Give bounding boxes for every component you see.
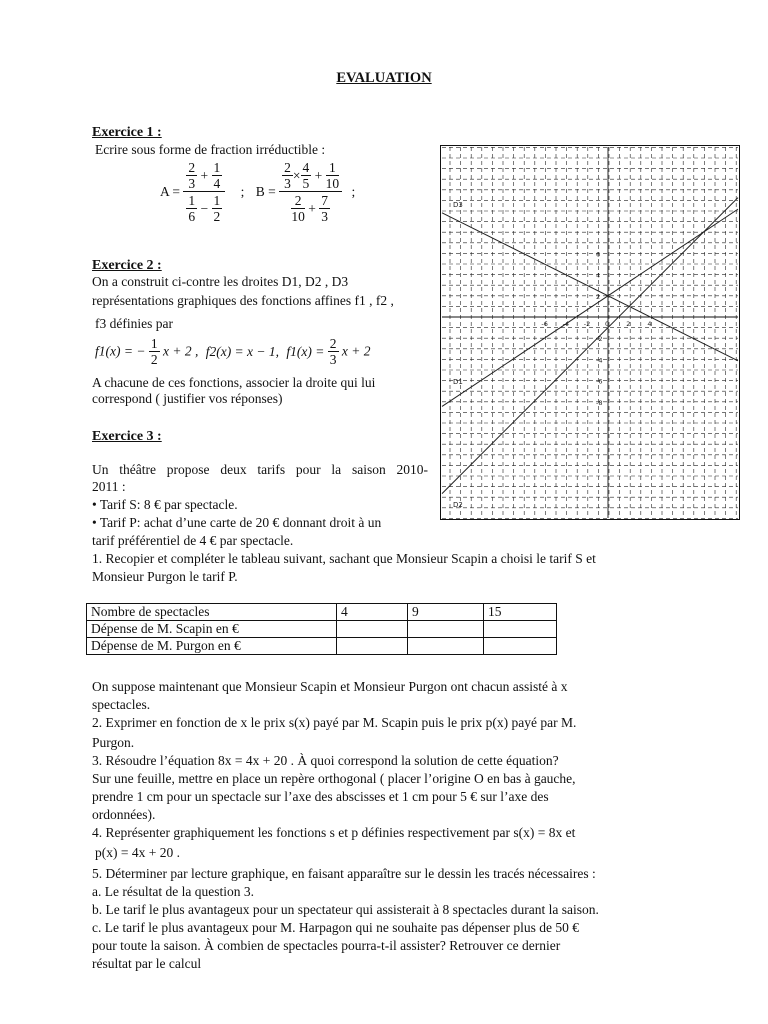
question-3-line-4: ordonnées). (92, 807, 156, 822)
table-cell: 15 (484, 604, 557, 621)
graph-frame (441, 146, 740, 520)
label-d2: D2 (453, 501, 463, 509)
question-1-line-1: 1. Recopier et compléter le tableau suivant, sachant que Monsieur Scapin a choisi le tarif S et (92, 551, 596, 566)
x-tick-label: -6 (541, 320, 548, 328)
exercise-2-heading: Exercice 2 : (92, 258, 162, 273)
exercise-1-heading: Exercice 1 : (92, 125, 162, 140)
x-tick-label: -2 (583, 320, 591, 328)
question-5b: b. Le tarif le plus avantageux pour un spectateur qui assisterait à 8 spectacles durant la saison. (92, 902, 599, 917)
x-tick-label: -4 (562, 320, 570, 328)
label-d3: D3 (453, 201, 463, 209)
table-row (87, 621, 557, 638)
y-tick-label: -4 (596, 356, 603, 365)
table-cell: Dépense de M. Purgon en € (87, 638, 337, 655)
exercise-2-line-2: représentations graphiques des fonctions affines f1 , f2 , (92, 293, 394, 308)
fraction-a: $\frac{2}{3}$ + $\frac{1}{4}$ $\frac{1}{6}$ − $\frac{1}{2}$ (183, 160, 225, 224)
table-cell (337, 638, 408, 655)
table-cell (408, 638, 484, 655)
function-definitions: f1(x) = − $\frac{1}{2}$ x + 2 , f2(x) = x − 1, f1(x) = $\frac{2}{3}$ x + 2 (95, 336, 371, 367)
price-table (86, 603, 557, 655)
question-3-line-1: 3. Résoudre l’équation 8x = 4x + 20 . À quoi correspond la solution de cette équation? (92, 753, 559, 768)
table-cell (484, 621, 557, 638)
tarif-p-line-2: tarif préférentiel de 4 € par spectacle. (92, 533, 294, 548)
x-tick-label: 4 (647, 320, 652, 328)
exercise-1-instruction: Ecrire sous forme de fraction irréductible : (95, 142, 326, 157)
table-cell (337, 621, 408, 638)
exercise-3-intro-1: Un théâtre propose deux tarifs pour la saison 2010- (92, 462, 428, 477)
table-cell: Dépense de M. Scapin en € (87, 621, 337, 638)
page-title: EVALUATION (336, 70, 432, 86)
label-b: B = (255, 184, 276, 199)
exercise-2-line-4: A chacune de ces fonctions, associer la droite qui lui (92, 375, 376, 390)
label-d1: D1 (453, 378, 463, 386)
table-row (87, 604, 557, 621)
question-5c-line-2: pour toute la saison. À combien de spectacles pourra-t-il assister? Retrouver ce dernier (92, 938, 561, 953)
table-cell: Nombre de spectacles (87, 604, 337, 621)
exercise-2-line-1: On a construit ci-contre les droites D1, D2 , D3 (92, 274, 349, 289)
table-row (87, 638, 557, 655)
table-cell: 4 (337, 604, 408, 621)
x-tick-label: 0 (605, 320, 610, 328)
y-tick-label: -2 (596, 335, 603, 344)
question-3-line-2: Sur une feuille, mettre en place un repère orthogonal ( placer l’origine O en bas à gauche, (92, 771, 576, 786)
exercise-2-line-5: correspond ( justifier vos réponses) (92, 391, 283, 406)
y-tick-label: -6 (596, 377, 603, 386)
x-tick-label: 2 (626, 320, 631, 328)
exercise-3-heading: Exercice 3 : (92, 429, 162, 444)
exercise-3-intro-2: 2011 : (92, 479, 126, 494)
question-5: 5. Déterminer par lecture graphique, en faisant apparaître sur le dessin les tracés nécessaires : (92, 866, 596, 881)
y-tick-label: 2 (596, 292, 601, 301)
label-a: A = (160, 184, 180, 199)
question-2-line-2: Purgon. (92, 735, 135, 750)
table-cell: 9 (408, 604, 484, 621)
table-cell (484, 638, 557, 655)
expression-a: A = $\frac{2}{3}$ + $\frac{1}{4}$ $\frac{1}{6}$ − $\frac{1}{2}$ ; B = $\frac{2}{3}$ × $\frac{4}{5}$ + $\frac{1}{10}$ $\frac{2}{10}$ + $\frac{7}{3}$ ; (160, 160, 356, 224)
question-4-line-1: 4. Représenter graphiquement les fonctions s et p définies respectivement par s(x) = 8x et (92, 825, 576, 840)
question-2-line-1: 2. Exprimer en fonction de x le prix s(x) payé par M. Scapin puis le prix p(x) payé par M. (92, 715, 577, 730)
supposition-line-1: On suppose maintenant que Monsieur Scapin et Monsieur Purgon ont chacun assisté à x (92, 679, 568, 694)
y-tick-label: 4 (596, 271, 601, 280)
y-tick-label: -8 (596, 398, 603, 407)
question-4-line-2: p(x) = 4x + 20 . (95, 845, 180, 860)
question-5c-line-1: c. Le tarif le plus avantageux pour M. Harpagon qui ne souhaite pas dépenser plus de 50 € (92, 920, 579, 935)
y-tick-label: 6 (596, 250, 601, 259)
table-cell (408, 621, 484, 638)
fraction-b: $\frac{2}{3}$ × $\frac{4}{5}$ + $\frac{1}{10}$ $\frac{2}{10}$ + $\frac{7}{3}$ (279, 160, 342, 224)
question-3-line-3: prendre 1 cm pour un spectacle sur l’axe des abscisses et 1 cm pour 5 € sur l’axe des (92, 789, 549, 804)
function-graph (440, 145, 740, 520)
question-5a: a. Le résultat de la question 3. (92, 884, 254, 899)
supposition-line-2: spectacles. (92, 697, 151, 712)
tarif-s: • Tarif S: 8 € par spectacle. (92, 497, 238, 512)
tarif-p-line-1: • Tarif P: achat d’une carte de 20 € donnant droit à un (92, 515, 382, 530)
exercise-2-line-3: f3 définies par (95, 316, 173, 331)
question-5c-line-3: résultat par le calcul (92, 956, 202, 971)
question-1-line-2: Monsieur Purgon le tarif P. (92, 569, 238, 584)
